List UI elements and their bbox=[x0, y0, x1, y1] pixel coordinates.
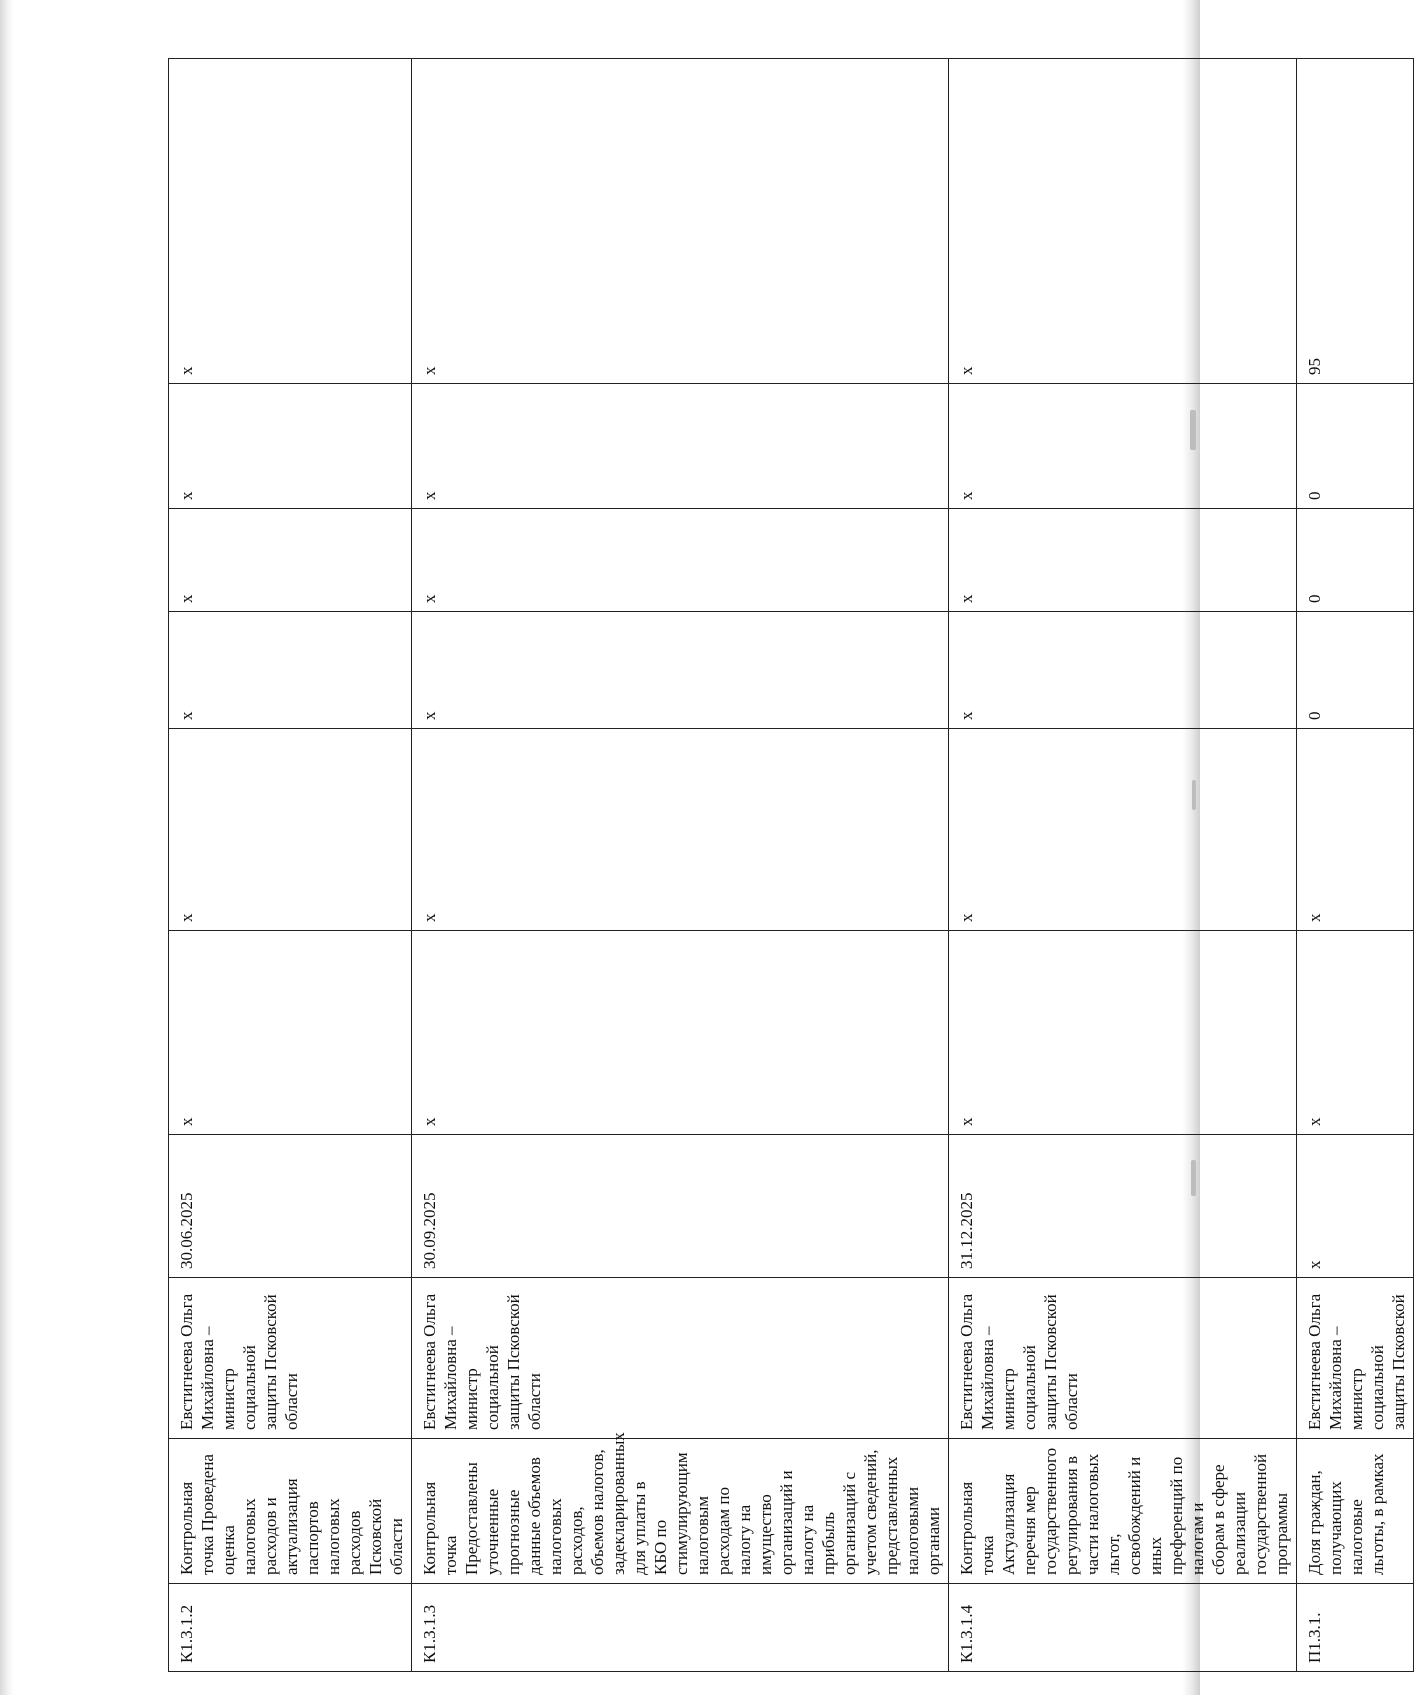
row-value-3: х bbox=[169, 612, 412, 729]
table-row bbox=[1297, 59, 1414, 1672]
row-value-4: х bbox=[949, 509, 1297, 612]
row-code: К1.3.1.2 bbox=[169, 1584, 412, 1672]
row-code: П1.3.1. bbox=[1297, 1584, 1414, 1672]
row-value-5: х bbox=[169, 384, 412, 509]
row-date: 31.12.2025 bbox=[949, 1135, 1297, 1278]
row-value-6: х bbox=[169, 59, 412, 384]
table-row bbox=[949, 59, 1297, 1672]
row-value-3: х bbox=[949, 612, 1297, 729]
row-value-1: х bbox=[169, 931, 412, 1135]
scan-edge-left bbox=[0, 0, 14, 1695]
row-value-2: х bbox=[169, 729, 412, 931]
row-date: х bbox=[1297, 1135, 1414, 1278]
row-code: К1.3.1.4 bbox=[949, 1584, 1297, 1672]
row-value-2: х bbox=[1297, 729, 1414, 931]
row-name: Контрольная точка Актуализация перечня мер государственного регулирования в части налоговых льгот, освобождений и иных преференций по налогам и сборам в сфере реализации государственной программы bbox=[949, 1439, 1297, 1584]
row-value-1: х bbox=[412, 931, 949, 1135]
row-value-6: 95 bbox=[1297, 59, 1414, 384]
row-value-5: х bbox=[412, 384, 949, 509]
row-code: К1.3.1.3 bbox=[412, 1584, 949, 1672]
rotated-table-page bbox=[168, 59, 1408, 1672]
row-value-5: 0 bbox=[1297, 384, 1414, 509]
table-row bbox=[169, 59, 412, 1672]
row-value-2: х bbox=[949, 729, 1297, 931]
row-value-1: х bbox=[949, 931, 1297, 1135]
row-responsible: Евстигнеева Ольга Михайловна – министр социальной защиты Псковской области bbox=[412, 1278, 949, 1439]
row-value-3: х bbox=[412, 612, 949, 729]
row-responsible: Евстигнеева Ольга Михайловна – министр социальной защиты Псковской bbox=[1297, 1278, 1414, 1439]
row-value-1: х bbox=[1297, 931, 1414, 1135]
row-date: 30.09.2025 bbox=[412, 1135, 949, 1278]
row-value-3: 0 bbox=[1297, 612, 1414, 729]
row-value-4: 0 bbox=[1297, 509, 1414, 612]
row-value-5: х bbox=[949, 384, 1297, 509]
program-table bbox=[168, 58, 1414, 1672]
row-responsible: Евстигнеева Ольга Михайловна – министр социальной защиты Псковской области bbox=[949, 1278, 1297, 1439]
row-name: Доля граждан, получающих налоговые льготы, в рамках bbox=[1297, 1439, 1414, 1584]
row-value-4: х bbox=[169, 509, 412, 612]
row-value-4: х bbox=[412, 509, 949, 612]
row-name: Контрольная точка Предоставлены уточненные прогнозные данные объемов налоговых расходов, объемов налогов, задекларированных для уплаты в КБО по стимулирующим налоговым расходам по налогу на имущество организаций и налогу на прибыль организаций с учетом сведений, представленных налоговыми органами bbox=[412, 1439, 949, 1584]
table-body bbox=[169, 59, 1414, 1672]
row-value-2: х bbox=[412, 729, 949, 931]
row-name: Контрольная точка Проведена оценка налоговых расходов и актуализация паспортов налоговых расходов Псковской области bbox=[169, 1439, 412, 1584]
row-responsible: Евстигнеева Ольга Михайловна – министр социальной защиты Псковской области bbox=[169, 1278, 412, 1439]
row-value-6: х bbox=[412, 59, 949, 384]
row-value-6: х bbox=[949, 59, 1297, 384]
table-row bbox=[412, 59, 949, 1672]
row-date: 30.06.2025 bbox=[169, 1135, 412, 1278]
